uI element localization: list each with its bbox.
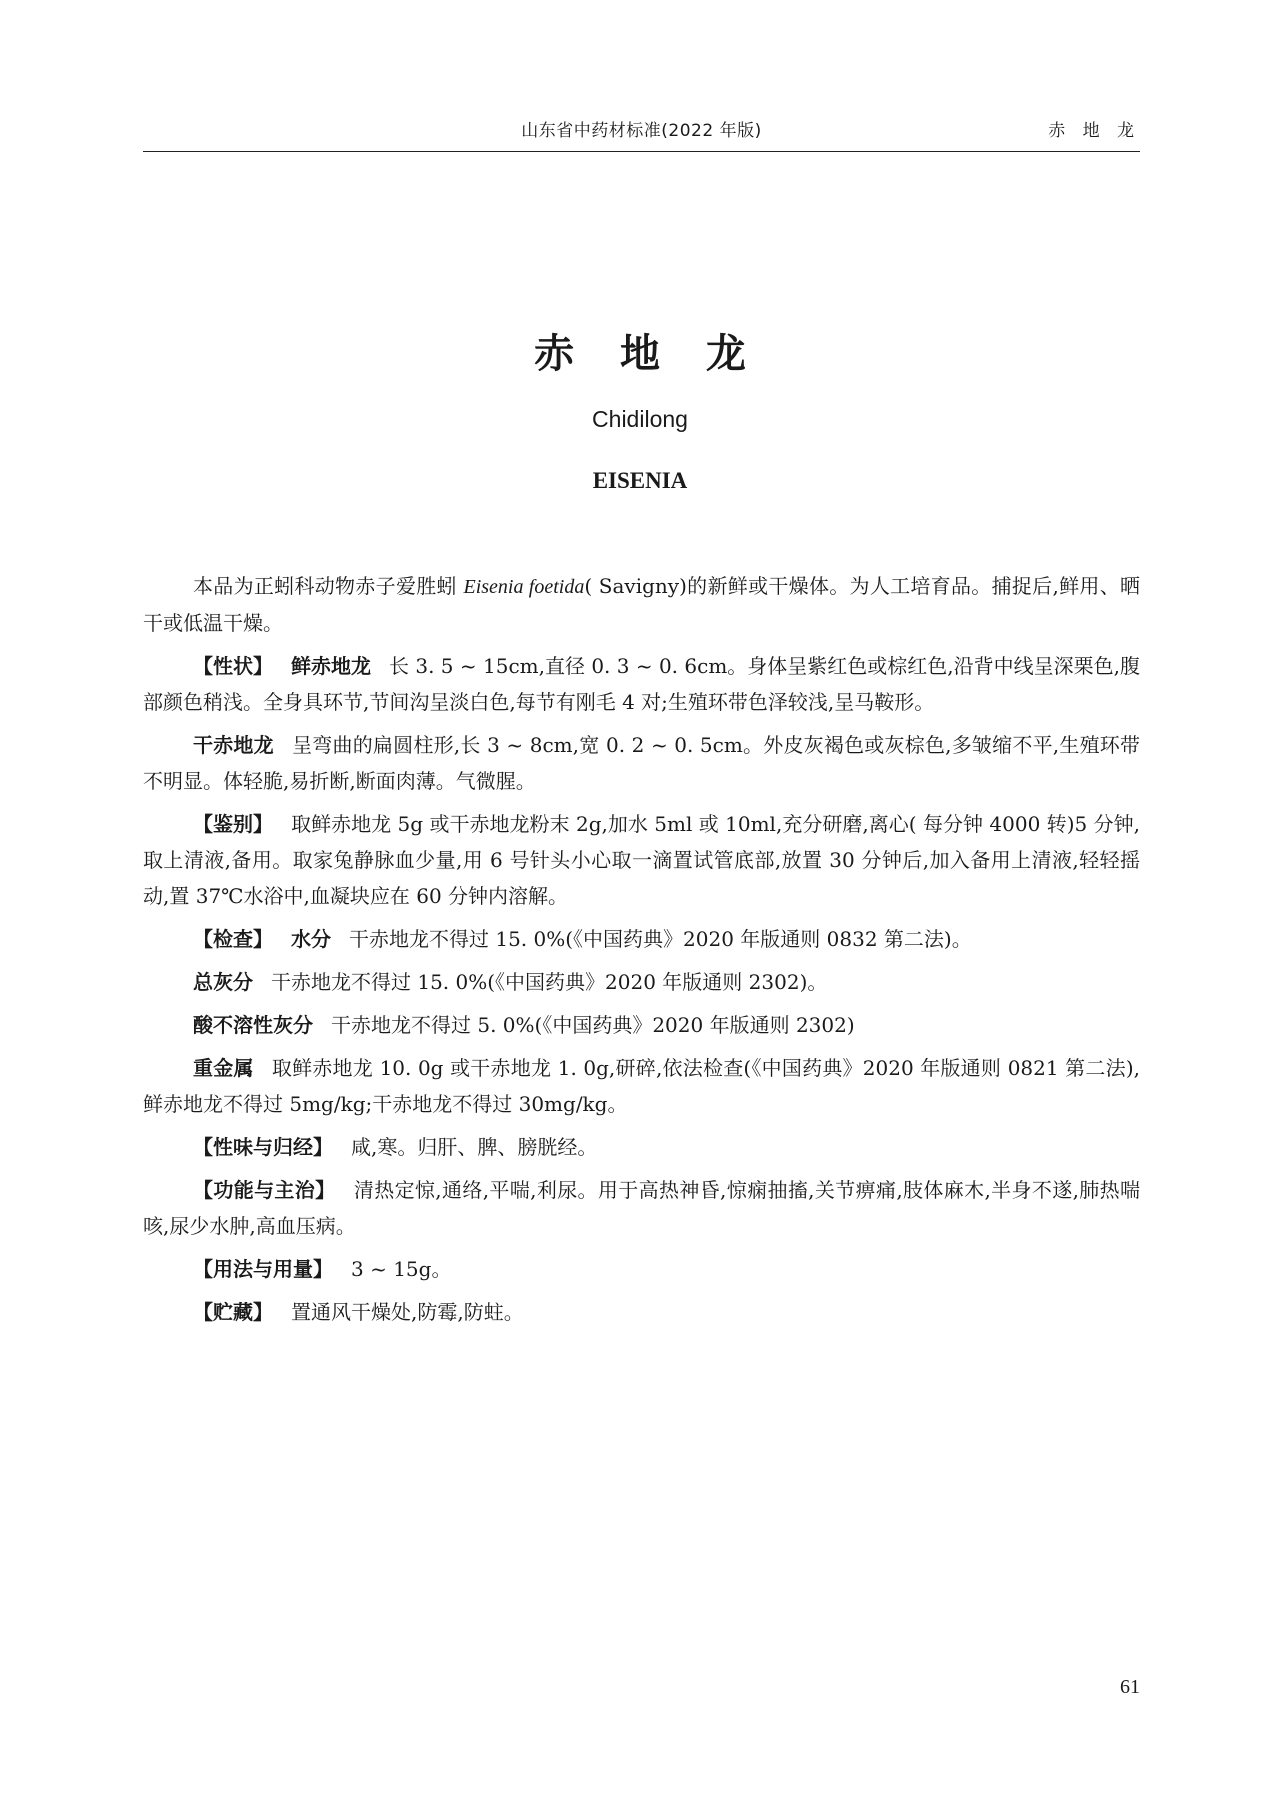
storage-text: 置通风干燥处,防霉,防蛀。 — [291, 1300, 524, 1324]
inspection-paragraph — [143, 921, 1140, 957]
book-title: 山东省中药材标准(2022 年版) — [521, 121, 762, 141]
identification-text: 取鲜赤地龙 5g 或干赤地龙粉末 2g,加水 5ml 或 10ml,充分研磨,离心( 每分钟 4000 转)5 分钟,取上清液,备用。取家兔静脉血少量,用 6 号针头小心取一滴置试管底部,放置 30 分钟后,加入备用上清液,轻轻摇动,置 37℃水浴中,血凝块应在 60 分钟内溶解。 — [143, 812, 1141, 908]
water-label: 水分 — [291, 927, 331, 951]
heavy-metal-paragraph — [143, 1050, 1140, 1122]
ash-paragraph — [143, 964, 1140, 1000]
dry-label: 干赤地龙 — [193, 733, 274, 757]
functions-heading: 【功能与主治】 — [193, 1178, 336, 1202]
nature-text: 咸,寒。归肝、脾、膀胱经。 — [351, 1135, 598, 1159]
characters-heading: 【性状】 — [193, 654, 273, 678]
fresh-text: 长 3. 5 ~ 15cm,直径 0. 3 ~ 0. 6cm。身体呈紫红色或棕红色,沿背中线呈深栗色,腹部颜色稍浅。全身具环节,节间沟呈淡白色,每节有刚毛 4 对;生殖环带色泽较浅,呈马鞍形。 — [143, 654, 1141, 714]
page-number: 61 — [1120, 1676, 1140, 1698]
acid-ash-text: 干赤地龙不得过 5. 0%(《中国药典》2020 年版通则 2302) — [331, 1013, 855, 1037]
characters-paragraph — [143, 648, 1140, 720]
storage-paragraph — [143, 1294, 1140, 1330]
nature-heading: 【性味与归经】 — [193, 1135, 333, 1159]
heavy-metal-text: 取鲜赤地龙 10. 0g 或干赤地龙 1. 0g,研碎,依法检查(《中国药典》2020 年版通则 0821 第二法),鲜赤地龙不得过 5mg/kg;干赤地龙不得过 30mg/kg。 — [143, 1056, 1141, 1116]
running-header — [143, 112, 1140, 152]
dry-text: 呈弯曲的扁圆柱形,长 3 ~ 8cm,宽 0. 2 ~ 0. 5cm。外皮灰褐色或灰棕色,多皱缩不平,生殖环带不明显。体轻脆,易折断,断面肉薄。气微腥。 — [143, 733, 1141, 793]
ash-label: 总灰分 — [193, 970, 253, 994]
water-text: 干赤地龙不得过 15. 0%(《中国药典》2020 年版通则 0832 第二法)。 — [349, 927, 972, 951]
header-rule — [143, 151, 1140, 152]
species-name: Eisenia foetida — [463, 576, 585, 598]
ash-text: 干赤地龙不得过 15. 0%(《中国药典》2020 年版通则 2302)。 — [271, 970, 828, 994]
dry-paragraph — [143, 727, 1140, 799]
dosage-heading: 【用法与用量】 — [193, 1257, 333, 1281]
functions-paragraph — [143, 1172, 1140, 1244]
monograph-latin-name: EISENIA — [592, 468, 688, 493]
inspection-heading: 【检查】 — [193, 927, 273, 951]
acid-ash-label: 酸不溶性灰分 — [193, 1013, 313, 1037]
functions-text: 清热定惊,通络,平喘,利尿。用于高热神昏,惊痫抽搐,关节痹痛,肢体麻木,半身不遂,肺热喘咳,尿少水肿,高血压病。 — [143, 1178, 1141, 1238]
monograph-title: 赤 地 龙 — [534, 331, 762, 377]
monograph-pinyin: Chidilong — [592, 406, 688, 432]
identification-paragraph — [143, 806, 1140, 914]
fresh-label: 鲜赤地龙 — [291, 654, 371, 678]
acid-ash-paragraph — [143, 1007, 1140, 1043]
nature-paragraph — [143, 1129, 1140, 1165]
storage-heading: 【贮藏】 — [193, 1300, 273, 1324]
source-paragraph — [143, 568, 1140, 641]
monograph-body — [143, 568, 1140, 1337]
heavy-metal-label: 重金属 — [193, 1056, 254, 1080]
identification-heading: 【鉴别】 — [193, 812, 274, 836]
dosage-text: 3 ~ 15g。 — [351, 1257, 452, 1281]
section-name: 赤 地 龙 — [1048, 121, 1140, 141]
source-text-after: ( Savigny)的新鲜或干燥体。为人工培育品。捕捉后,鲜用、晒干或低温干燥。 — [143, 574, 1141, 635]
dosage-paragraph — [143, 1251, 1140, 1287]
source-text-before: 本品为正蚓科动物赤子爱胜蚓 — [193, 574, 464, 598]
